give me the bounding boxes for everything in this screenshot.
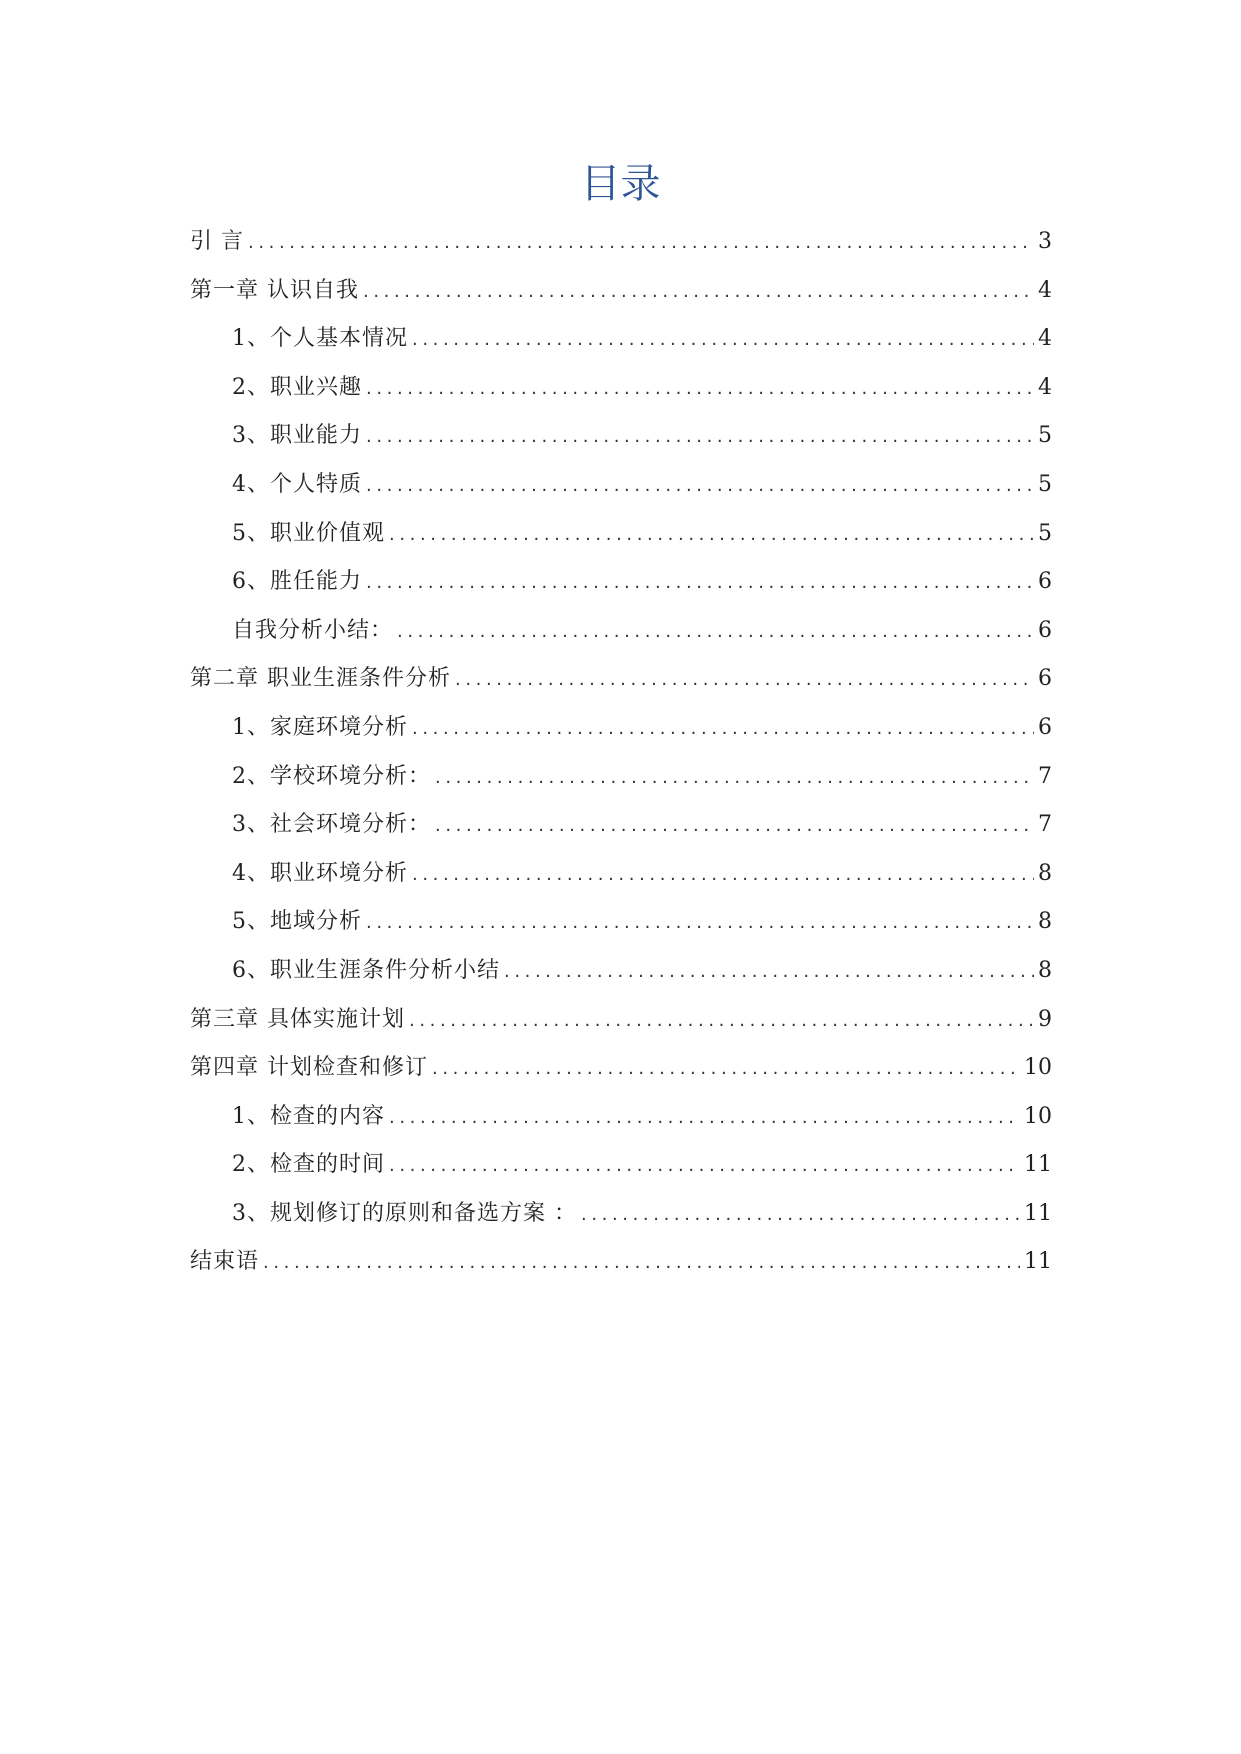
toc-entry-section[interactable] — [190, 1141, 1052, 1190]
toc-page-number: 8 — [1038, 860, 1052, 886]
toc-dot-leader — [412, 316, 1034, 365]
toc-page-number: 8 — [1038, 909, 1052, 935]
toc-entry-label: 1、检查的内容 — [232, 1103, 385, 1129]
toc-page-number: 7 — [1038, 763, 1052, 789]
toc-dot-leader — [435, 754, 1034, 803]
toc-page-number: 4 — [1038, 326, 1052, 352]
toc-page-number: 4 — [1038, 277, 1052, 303]
toc-entry-label: 1、家庭环境分析 — [232, 714, 408, 740]
toc-page-number: 8 — [1038, 957, 1052, 983]
toc-entry-label: 6、职业生涯条件分析小结 — [232, 957, 500, 983]
toc-dot-leader — [504, 948, 1034, 997]
toc-page-number: 11 — [1024, 1249, 1052, 1275]
toc-dot-leader — [389, 1142, 1020, 1191]
toc-dot-leader — [455, 656, 1034, 705]
toc-dot-leader — [366, 899, 1034, 948]
toc-page-number: 6 — [1038, 666, 1052, 692]
toc-entry-label: 第三章 具体实施计划 — [190, 1006, 405, 1032]
toc-entry-section[interactable] — [190, 412, 1052, 461]
toc-page-number: 6 — [1038, 714, 1052, 740]
toc-dot-leader — [412, 705, 1034, 754]
toc-dot-leader — [366, 462, 1034, 511]
toc-entry-label: 结束语 — [190, 1249, 260, 1275]
toc-page-number: 7 — [1038, 812, 1052, 838]
toc-entry-label: 2、学校环境分析： — [232, 763, 431, 789]
toc-page-number: 3 — [1038, 229, 1052, 254]
toc-dot-leader — [366, 559, 1034, 608]
toc-entry-section[interactable] — [190, 947, 1052, 996]
toc-entry-label: 引 言 — [190, 229, 244, 254]
toc-page-number: 10 — [1024, 1055, 1052, 1081]
page-title: 目录 — [580, 161, 661, 207]
toc-page-number: 5 — [1038, 471, 1052, 497]
toc-entry-introduction[interactable] — [190, 218, 1052, 267]
table-of-contents — [190, 218, 1052, 1287]
toc-entry-label: 第四章 计划检查和修订 — [190, 1055, 428, 1081]
toc-dot-leader — [366, 413, 1034, 462]
toc-entry-label: 4、职业环境分析 — [232, 860, 408, 886]
toc-entry-label: 6、胜任能力 — [232, 569, 362, 595]
toc-dot-leader — [432, 1045, 1020, 1094]
toc-page-number: 6 — [1038, 569, 1052, 595]
toc-page-number: 5 — [1038, 520, 1052, 546]
toc-dot-leader — [412, 851, 1034, 900]
toc-entry-label: 2、职业兴趣 — [232, 374, 362, 400]
toc-entry-label: 第二章 职业生涯条件分析 — [190, 666, 451, 692]
toc-entry-label: 4、个人特质 — [232, 471, 362, 497]
toc-dot-leader — [389, 1094, 1020, 1143]
toc-dot-leader — [363, 268, 1034, 317]
toc-entry-section[interactable] — [190, 1093, 1052, 1142]
toc-dot-leader — [409, 997, 1034, 1046]
toc-entry-label: 第一章 认识自我 — [190, 277, 359, 303]
toc-dot-leader — [263, 1239, 1020, 1288]
toc-page-number: 11 — [1024, 1152, 1052, 1178]
toc-entry-label: 3、社会环境分析： — [232, 812, 431, 838]
toc-dot-leader — [248, 219, 1034, 268]
toc-entry-label: 1、个人基本情况 — [232, 326, 408, 352]
toc-dot-leader — [581, 1191, 1020, 1240]
toc-page-number: 11 — [1024, 1200, 1052, 1226]
toc-entry-label: 3、规划修订的原则和备选方案 ： — [232, 1200, 577, 1226]
toc-entry-conclusion[interactable] — [190, 1238, 1052, 1287]
toc-entry-section[interactable] — [190, 1190, 1052, 1239]
toc-entry-section[interactable] — [190, 510, 1052, 559]
toc-entry-label: 5、地域分析 — [232, 909, 362, 935]
toc-entry-section[interactable] — [190, 898, 1052, 947]
toc-entry-chapter-3[interactable] — [190, 996, 1052, 1045]
toc-entry-section[interactable] — [190, 850, 1052, 899]
toc-entry-label: 3、职业能力 — [232, 423, 362, 449]
toc-entry-section[interactable] — [190, 801, 1052, 850]
toc-dot-leader — [397, 608, 1034, 657]
toc-entry-section[interactable] — [190, 461, 1052, 510]
toc-entry-section[interactable] — [190, 753, 1052, 802]
toc-entry-label: 2、检查的时间 — [232, 1152, 385, 1178]
toc-page-number: 9 — [1038, 1006, 1052, 1032]
toc-entry-label: 自我分析小结： — [232, 617, 394, 643]
toc-dot-leader — [389, 511, 1034, 560]
toc-entry-chapter-2[interactable] — [190, 655, 1052, 704]
toc-page-number: 4 — [1038, 374, 1052, 400]
toc-page-number: 10 — [1024, 1103, 1052, 1129]
toc-entry-chapter-4[interactable] — [190, 1044, 1052, 1093]
toc-entry-section[interactable] — [190, 704, 1052, 753]
toc-entry-section[interactable] — [190, 558, 1052, 607]
toc-entry-section[interactable] — [190, 607, 1052, 656]
toc-page-number: 5 — [1038, 423, 1052, 449]
toc-dot-leader — [366, 365, 1034, 414]
toc-page-number: 6 — [1038, 617, 1052, 643]
toc-entry-chapter-1[interactable] — [190, 267, 1052, 316]
toc-dot-leader — [435, 802, 1034, 851]
toc-entry-section[interactable] — [190, 364, 1052, 413]
toc-entry-label: 5、职业价值观 — [232, 520, 385, 546]
toc-entry-section[interactable] — [190, 315, 1052, 364]
